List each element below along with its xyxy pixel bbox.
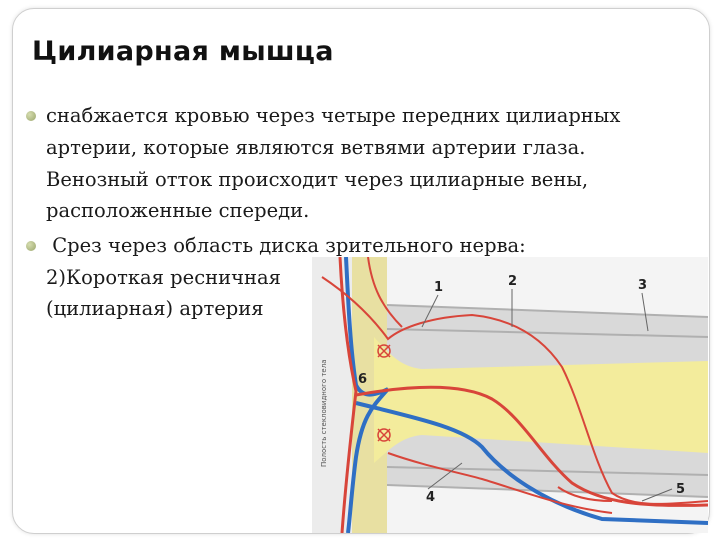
bullet-line: 2)Короткая ресничная [46, 266, 281, 289]
label-6: 6 [358, 372, 368, 387]
vertical-caption: Полость стекловидного тела [320, 359, 328, 467]
slide-title: Цилиарная мышца [32, 36, 334, 67]
label-4: 4 [426, 490, 436, 505]
bullet-line: артерии, которые являются ветвями артерии глаза. [46, 136, 586, 159]
label-5: 5 [676, 482, 686, 497]
label-3: 3 [638, 278, 648, 293]
bullet-line: расположенные спереди. [46, 199, 310, 222]
bullet-line: Венозный отток происходит через цилиарные вены, [46, 168, 589, 191]
bullet-line: Срез через область диска зрительного нерва: [46, 234, 526, 257]
bullet-line: снабжается кровью через четыре передних цилиарных [46, 104, 621, 127]
label-2: 2 [508, 274, 518, 289]
label-1: 1 [434, 280, 444, 295]
bullet-marker [26, 241, 36, 251]
bullet-line: (цилиарная) артерия [46, 297, 264, 320]
bullet-marker [26, 111, 36, 121]
optic-nerve-diagram [312, 257, 708, 533]
